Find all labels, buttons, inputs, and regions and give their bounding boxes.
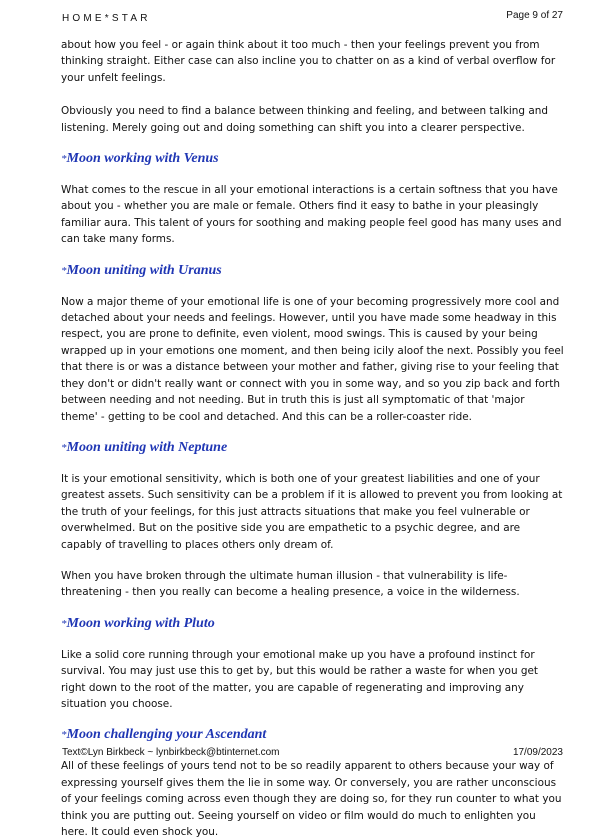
section-heading bbox=[61, 150, 564, 168]
footer-date: 17/09/2023 bbox=[512, 747, 563, 758]
footer-credit: Text©Lyn Birkbeck ~ lynbirkbeck@btinternet.com bbox=[62, 747, 280, 758]
section-title: Moon working with Pluto bbox=[66, 615, 215, 631]
intro-paragraph: Obviously you need to find a balance between thinking and feeling, and between talking and listening. Merely going out and doing something can shift you into a clearer perspective. bbox=[61, 105, 548, 134]
star-marker: * bbox=[61, 729, 67, 742]
section-title: Moon uniting with Uranus bbox=[66, 262, 222, 278]
document-body bbox=[61, 37, 564, 840]
star-marker: * bbox=[61, 441, 67, 454]
section-title: Moon uniting with Neptune bbox=[66, 439, 228, 455]
section-title: Moon challenging your Ascendant bbox=[66, 727, 267, 743]
section-paragraph: Like a solid core running through your emotional make up you have a profound instinct for survival. You may just use this to get by, but this would be rather a waste for when you get right down to the root of the matter, you are capable of regenerating and improving any situation you choose. bbox=[61, 648, 539, 710]
section-paragraph: What comes to the rescue in all your emotional interactions is a certain softness that you have about you - whether you are male or female. Others find it easy to bathe in your pleasingly familiar aura. This talent of yours for soothing and making people feel good has many uses and can take many forms. bbox=[61, 184, 562, 246]
section-heading bbox=[61, 262, 564, 280]
star-marker: * bbox=[61, 264, 67, 277]
section-heading bbox=[61, 439, 564, 457]
page-number: Page 9 of 27 bbox=[506, 10, 563, 21]
section-paragraph: When you have broken through the ultimate human illusion - that vulnerability is life-threatening - then you really can become a healing presence, a voice in the wilderness. bbox=[61, 569, 520, 599]
section-heading bbox=[61, 615, 564, 633]
star-marker: * bbox=[61, 617, 67, 630]
section-title: Moon working with Venus bbox=[66, 151, 219, 167]
section-heading bbox=[61, 726, 564, 744]
star-marker: * bbox=[61, 153, 67, 166]
section-paragraph: It is your emotional sensitivity, which is both one of your greatest liabilities and one of your greatest assets. Such sensitivity can be a problem if it is allowed to prevent you from looking at the truth of your feelings, for this just attracts situations that make you feel vulnerable or overwhelmed. But on the positive side you are empathetic to a psychic degree, and are capably of travelling to places others only dream of. bbox=[61, 472, 563, 551]
header-brand: HOME*STAR bbox=[62, 13, 151, 24]
intro-paragraph: about how you feel - or again think about it too much - then your feelings prevent you from thinking straight. Either case can also incline you to chatter on as a kind of verbal overflow for your unfelt feelings. bbox=[61, 39, 556, 84]
section-paragraph: All of these feelings of yours tend not to be so readily apparent to others because your way of expressing yourself gives them the lie in some way. Or conversely, you are rather unconscious of your feelings coming across even though they are doing so, for they run counter to what you think you are putting out. Seeing yourself on video or film would do much to enlighten you here. It could even shock you. bbox=[61, 760, 562, 838]
section-paragraph: Now a major theme of your emotional life is one of your becoming progressively more cool and detached about your needs and feelings. However, until you have made some headway in this respect, you are prone to definite, even violent, mood swings. This is caused by your being wrapped up in your emotions one moment, and then being icily aloof the next. Possibly you feel that there is or was a distance between your mother and father, giving rise to your feeling that they don't or didn't really want or connect with you in some way, and so you zip back and forth between needing and not needing. But in truth this is just all symptomatic of that 'major theme' - getting to be cool and detached. And this can be a roller-coaster ride. bbox=[61, 295, 564, 423]
